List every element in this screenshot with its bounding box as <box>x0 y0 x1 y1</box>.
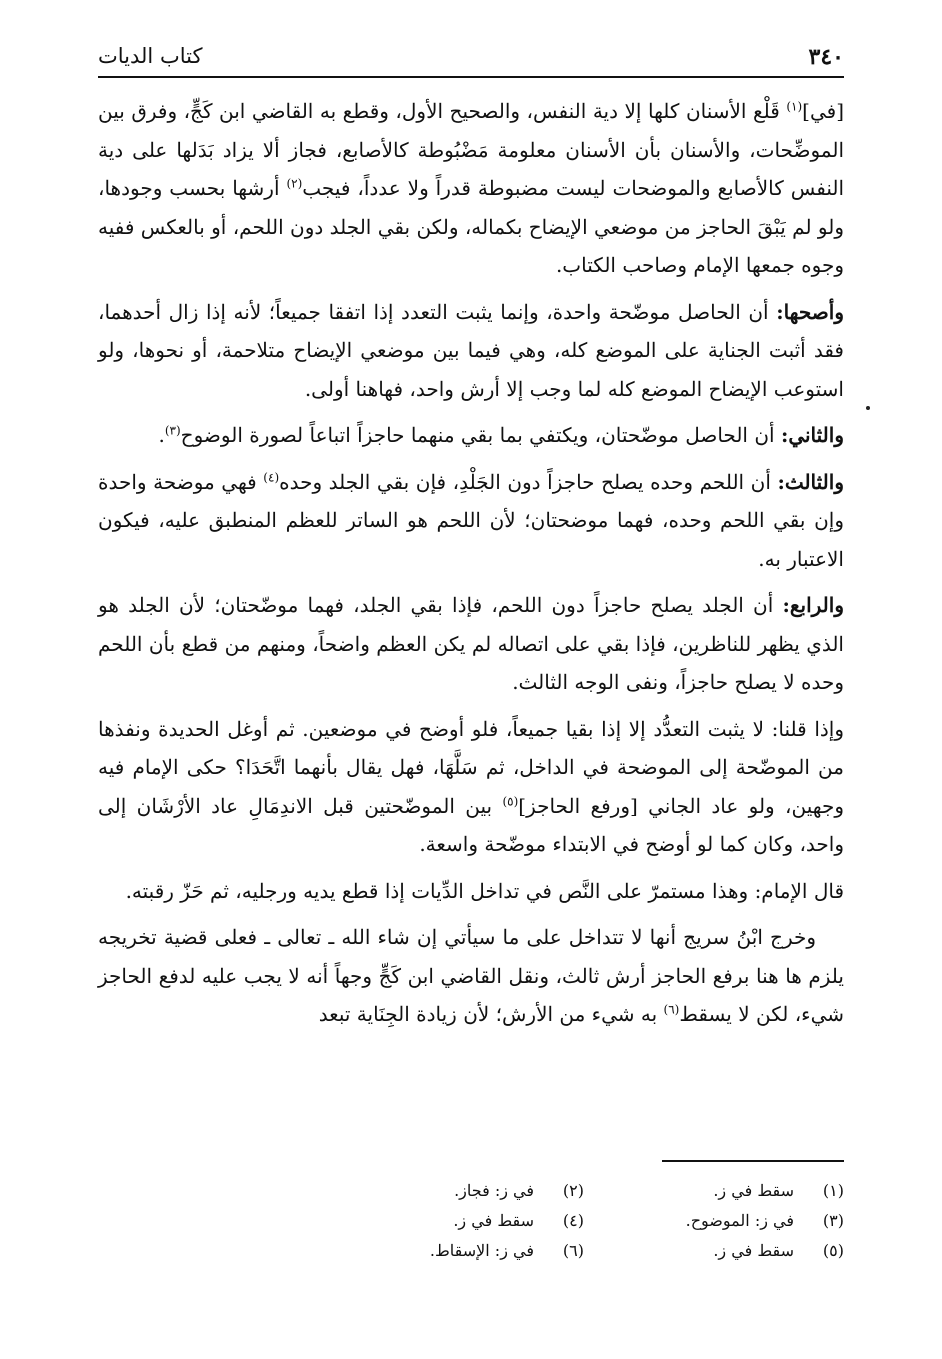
text-segment: قَلْع الأسنان كلها إلا دية النفس، والصحيح الأول، وقطع به القاضي ابن كَجٍّ، وفرق بين الموضِّحات، والأسنان بأن الأسنان معلومة مَضْبُوطة كالأصابع، فجاز ألا يزاد بَدَلها على دية النفس كالأصابع والموضحات ليست مضبوطة قدراً ولا عدداً، فيجب <box>98 99 845 200</box>
footnote-row <box>324 1206 844 1236</box>
paragraph <box>98 463 844 579</box>
footnote-row <box>324 1236 844 1266</box>
paragraph <box>98 293 844 409</box>
footnote <box>324 1206 584 1236</box>
text-segment: أن اللحم وحده يصلح حاجزاً دون الجَلْدِ، فإن بقي الجلد وحده <box>279 469 778 494</box>
footnote <box>584 1176 844 1206</box>
book-title: كتاب الديات <box>98 44 203 68</box>
footnote-text: سقط في ز. <box>713 1241 794 1260</box>
paragraph <box>98 918 844 1034</box>
text-segment: قال الإمام: وهذا مستمرّ على النَّص في تداخل الدِّيات إذا قطع يديه ورجليه، ثم حَزّ رقبته. <box>125 878 844 903</box>
text-segment: أن الجلد يصلح حاجزاً دون اللحم، فإذا بقي الجلد، فهما موضّحتان؛ لأن الجلد هو الذي يظهر للناظرين، فإذا بقي على اتصاله لم يكن العظم واضحاً، ومنهم من قطع بأن اللحم وحده لا يصلح حاجزاً، ونفى الوجه الثالث. <box>98 593 844 694</box>
text-segment: بين الموضّحتين قبل الاندِمَالِ عاد الأرْشَان إلى واحد، وكان كما لو أوضح في الابتداء موضّحة واسعة. <box>98 793 844 856</box>
text-segment: به شيء من الأرش؛ لأن زيادة الجِنَاية تبعد <box>318 1002 664 1026</box>
footnote-row <box>324 1176 844 1206</box>
text-segment: أرشها بحسب وجودها، ولو لم يَبْقَ الحاجز من موضعي الإيضاح بكماله، ولكن بقي الجلد دون اللحم، أو بالعكس ففيه وجوه جمعها الإمام وصاحب الكتاب. <box>98 176 844 277</box>
paragraph <box>98 586 844 702</box>
text-segment: أن الحاصل موضّحتان، ويكتفي بما بقي منهما حاجزاً اتباعاً لصورة الوضوح <box>180 423 781 447</box>
footnote <box>324 1176 584 1206</box>
footnote-text: سقط في ز. <box>713 1181 794 1200</box>
footnote-ref: (٥) <box>502 793 519 808</box>
paragraph-lead: والثالث: <box>777 469 844 494</box>
text-segment: . <box>158 423 165 447</box>
footnote-ref: (٤) <box>263 469 280 484</box>
footnote-text: في ز: فجاز. <box>454 1181 534 1200</box>
text-segment: [في] <box>802 99 844 123</box>
footnotes <box>324 1176 844 1266</box>
paragraph <box>98 416 844 455</box>
text-segment: فهي موضحة واحدة وإن بقي اللحم وحده، فهما موضحتان؛ لأن اللحم هو الساتر للعظم المنطبق عليه، فيكون الاعتبار به. <box>98 469 844 571</box>
paragraph <box>98 872 844 911</box>
footnote-text: سقط في ز. <box>453 1211 534 1230</box>
footnote <box>584 1236 844 1266</box>
paragraph <box>98 92 844 285</box>
footnote-number: (٥) <box>822 1241 844 1260</box>
paragraph-lead: والثاني: <box>780 423 844 447</box>
footnote-number: (٣) <box>822 1211 844 1230</box>
footnote-text: في ز: الموضوح. <box>685 1211 794 1230</box>
paragraph-lead: وأصحها: <box>776 299 844 324</box>
footnote-number: (١) <box>822 1181 844 1200</box>
footnote-number: (٦) <box>562 1241 584 1260</box>
margin-mark <box>866 406 870 410</box>
text-segment: وإذا قلنا: لا يثبت التعدُّد إلا إذا بقيا جميعاً، فلو أوضح في موضعين. ثم أوغل الحديدة ونفذها من الموضّحة إلى الموضحة في الداخل، ثم سَلَّهَا، فهل يقال بأنهما اتَّحَدَا؟ حكى الإمام فيه وجهين، ولو عاد الجاني [ورفع الحاجز] <box>98 716 844 818</box>
footnote-ref: (٣) <box>164 423 181 438</box>
paragraph-lead: والرابع: <box>782 593 844 617</box>
footnote-text: في ز: الإسقاط. <box>429 1241 534 1260</box>
page-header <box>98 40 844 78</box>
footnote-number: (٤) <box>562 1211 584 1230</box>
text-segment: وخرج ابْنُ سريج أنها لا تتداخل على ما سيأتي إن شاء الله ـ تعالى ـ فعلى قضية تخريجه يلزم ها هنا برفع الحاجز أرش ثالث، ونقل القاضي ابن كَجٍّ وجهاً أنه لا يجب عليه لدفع الحاجز شيء، لكن لا يسقط <box>98 925 844 1026</box>
footnote <box>584 1206 844 1236</box>
footnote-ref: (١) <box>786 99 803 114</box>
footnote-number: (٢) <box>562 1181 584 1200</box>
footnote-rule <box>662 1160 844 1162</box>
page-number: ٣٤٠ <box>808 44 844 70</box>
footnote-ref: (٢) <box>286 176 303 191</box>
main-text <box>98 92 844 1042</box>
paragraph <box>98 710 844 864</box>
text-segment: أن الحاصل موضّحة واحدة، وإنما يثبت التعدد إذا اتفقا جميعاً؛ لأنه إذا زال أحدهما، فقد أثبت الجناية على الموضع كله، وهي فيما بين موضعي الإيضاح متلاحمة، أو نحوها، ولو استوعب الإيضاح الموضع كله لما وجب إلا أرش واحد، فهاهنا أولى. <box>98 299 844 401</box>
footnote <box>324 1236 584 1266</box>
footnote-ref: (٦) <box>663 1002 680 1017</box>
